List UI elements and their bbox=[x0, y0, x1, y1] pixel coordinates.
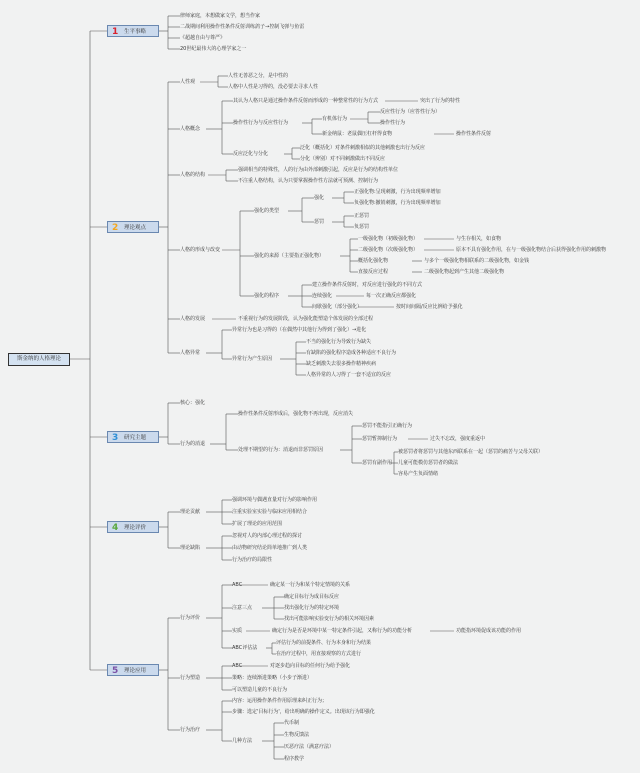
node: 间歇强化（部分强化） bbox=[312, 304, 363, 310]
section-3-number: 3 bbox=[112, 433, 119, 443]
node: 不重视行为的发展阶段，认为强化能塑造个体发展的全部过程 bbox=[238, 316, 374, 322]
node: 其认为人格只是通过操作条件反射而形成的一种整常性的行为方式 bbox=[233, 98, 379, 104]
node: 容易产生负面情绪 bbox=[398, 471, 439, 477]
node: 对逐步趋向目标的任何行为给予强化 bbox=[270, 663, 351, 669]
node: 实质 bbox=[232, 628, 243, 634]
section-2-label: 理论观点 bbox=[124, 225, 147, 231]
node: 人格的发展 bbox=[180, 316, 206, 322]
node: 有机体行为 bbox=[322, 116, 348, 122]
node: 强化的程序 bbox=[254, 293, 280, 299]
node: 强化的类型 bbox=[254, 208, 280, 214]
node: 人格异常 bbox=[180, 350, 201, 356]
node: 惩罚不能指引正确行为 bbox=[362, 423, 413, 429]
node: 行为治疗的局限性 bbox=[232, 557, 273, 563]
node: 被惩罚者将惩罚与其他东西联系在一起（惩罚的痛苦与父母关联） bbox=[398, 449, 544, 455]
node: 按时间间隔/反应比例给予强化 bbox=[396, 304, 463, 310]
node: 分化（辨别）对不同刺激做出不同反应 bbox=[300, 156, 386, 162]
node: 原本不具有强化作用，在与一级强化物结合后获得强化作用的刺激物 bbox=[456, 247, 607, 253]
section-1 bbox=[107, 25, 159, 37]
node: 《超越自由与尊严》 bbox=[180, 35, 226, 41]
node: 注重实验室实验与临床应用相结合 bbox=[232, 509, 308, 515]
node: 缺乏刺激失去很多操作精神疾病 bbox=[306, 361, 377, 367]
node: 20世纪最伟大的心理学家之一 bbox=[180, 46, 247, 52]
node: 惩罚 bbox=[314, 219, 325, 225]
node: 处理不期望的行为：消退而非惩罚原因 bbox=[238, 447, 324, 453]
root-node: 斯金纳的人格理论 bbox=[8, 353, 70, 366]
node: 理论缺陷 bbox=[180, 545, 201, 551]
node: 泛化（概括化）对条件刺激相似的其他刺激也出行为反应 bbox=[300, 145, 426, 151]
node: 人格的形成与改变 bbox=[180, 247, 221, 253]
node: 行为治疗 bbox=[180, 727, 201, 733]
node: 可以塑造儿童的不良行为 bbox=[232, 687, 288, 693]
section-3 bbox=[107, 431, 159, 443]
node: 操作性条件反射 bbox=[456, 131, 492, 137]
node: 评估行为的前提条件、行为本身和行为结果 bbox=[276, 640, 372, 646]
section-5 bbox=[107, 664, 159, 676]
node: 人格异常的人习得了一套不适宜的反应 bbox=[306, 372, 392, 378]
node: 代币制 bbox=[284, 720, 300, 726]
node: 强调环境与偶遇直量对行为的影响作用 bbox=[232, 497, 318, 503]
section-4 bbox=[107, 521, 159, 533]
node: 律师家庭，本想做家文学，想当作家 bbox=[180, 13, 261, 19]
node: 概括化强化物 bbox=[358, 258, 389, 264]
node: 扩展了理论的应用范围 bbox=[232, 521, 283, 527]
node: 惩罚暂抑制行为 bbox=[362, 436, 398, 442]
node: 反应性行为（应答性行为） bbox=[380, 109, 441, 115]
section-4-label: 理论评价 bbox=[124, 525, 147, 531]
node: 惩罚有副作用 bbox=[362, 460, 393, 466]
section-1-number: 1 bbox=[112, 27, 119, 37]
node: 正惩罚 bbox=[354, 213, 370, 219]
node: 策略：连续渐进策略（小步子渐进） bbox=[232, 675, 313, 681]
node: 行为塑造 bbox=[180, 675, 201, 681]
node: 找出可能影响实验变行为的相关环境因素 bbox=[284, 616, 375, 622]
section-4-number: 4 bbox=[112, 523, 119, 533]
section-5-label: 理论应用 bbox=[124, 668, 147, 674]
node: 不注重人格结构，认为只要掌握操作性方法就可预测、控制行为 bbox=[238, 178, 379, 184]
node: 强调相当的特殊性，人的行为由外部刺激引起，反应是行为的结构性单位 bbox=[238, 167, 399, 173]
node: 正强化物:呈现刺激，行为出现频率增加 bbox=[354, 189, 441, 195]
node: 几种方法 bbox=[232, 738, 253, 744]
node: 二级强化物（次级强化物） bbox=[358, 247, 419, 253]
node: 与多个一级强化物相联系的二级强化物，如金钱 bbox=[424, 258, 530, 264]
node: 有缺陷的强化程序造成各种适应不良行为 bbox=[306, 350, 397, 356]
node: 反应泛化与分化 bbox=[233, 151, 269, 157]
node: 异常行为也是习得的（在偶然中其他行为得到了强化）→进化 bbox=[232, 327, 367, 333]
node: ABC评估法 bbox=[232, 645, 258, 651]
node: 每一次正确反应都强化 bbox=[366, 293, 417, 299]
node: 新金纳鼠：老鼠偶压杠杆得食物 bbox=[322, 131, 393, 137]
node: 强化 bbox=[314, 195, 325, 201]
node: 强化的来源（主要指正强化物） bbox=[254, 253, 325, 259]
section-2 bbox=[107, 221, 159, 233]
node: 注意三点 bbox=[232, 605, 253, 611]
node: ABC bbox=[232, 663, 243, 669]
node: 直接反应过程 bbox=[358, 269, 389, 275]
section-5-number: 5 bbox=[112, 666, 119, 676]
node: 找出强化行为的特定环境 bbox=[284, 605, 340, 611]
node: 程序教学 bbox=[284, 756, 305, 762]
node: 人性无善恶之分，是中性的 bbox=[228, 73, 289, 79]
node: 操作性行为 bbox=[380, 120, 406, 126]
node: 人性观 bbox=[180, 79, 196, 85]
node: 突出了行为的特性 bbox=[420, 98, 461, 104]
node: 操作性条件反射形成后，强化物不再出现，反应消失 bbox=[238, 411, 354, 417]
node: 异常行为产生原因 bbox=[232, 356, 273, 362]
node: 确定某一行为和某个特定情境的关系 bbox=[270, 582, 351, 588]
node: 行为评价 bbox=[180, 615, 201, 621]
node: 人格的结构 bbox=[180, 172, 206, 178]
node: 理论贡献 bbox=[180, 509, 201, 515]
node: 行为的消退 bbox=[180, 441, 206, 447]
node: 与生存相关，如食物 bbox=[456, 236, 502, 242]
node: 在治疗过程中，用直接观察的方式进行 bbox=[276, 651, 362, 657]
node: 建立操作条件反射时，对反应进行强化的不同方式 bbox=[312, 282, 423, 288]
node: 人格中人性是习得的，没必要去寻求人性 bbox=[228, 84, 319, 90]
node: 一级强化物（初级强化物） bbox=[358, 236, 419, 242]
node: 二战期间利用操作性条件反射训练鸽子→控制飞弹与鱼雷 bbox=[180, 24, 305, 30]
node: 生物反馈法 bbox=[284, 732, 310, 738]
node: 内容：运用操作条件作用原理来纠正行为； bbox=[232, 698, 328, 704]
node: 连续强化 bbox=[312, 293, 333, 299]
node: 过失不忘改，强度重返中 bbox=[430, 436, 486, 442]
node: 核心：强化 bbox=[180, 400, 206, 406]
node: 负强化物:撤销刺激，行为出现频率增加 bbox=[354, 200, 441, 206]
section-2-number: 2 bbox=[112, 223, 119, 233]
node: 操作性行为与反应性行为 bbox=[233, 120, 289, 126]
node: 忽视对人的内部心理过程的探讨 bbox=[232, 533, 303, 539]
node: 确定目标行为成目标反应 bbox=[284, 594, 340, 600]
node: 不当的强化行为导致行为缺失 bbox=[306, 339, 372, 345]
section-3-label: 研究主题 bbox=[124, 435, 147, 441]
node: 厌恶疗法（满意疗法） bbox=[284, 744, 335, 750]
section-1-label: 生平事略 bbox=[124, 29, 147, 35]
node: 确定行为是否是环境中某一特定条件引起，又称行为的功能分析 bbox=[272, 628, 413, 634]
node: 人格概念 bbox=[180, 126, 201, 132]
node: 负惩罚 bbox=[354, 224, 370, 230]
node: 二级强化物起到产生其他二级强化物 bbox=[424, 269, 505, 275]
node: 儿童可能模仿惩罚者的做法 bbox=[398, 460, 459, 466]
node: 功能指环境促成该功能的作用 bbox=[456, 628, 522, 634]
node: ABC bbox=[232, 582, 243, 588]
node: 步骤：选定'目标行为'，给出明确的操作定义。出现该行为即强化 bbox=[232, 709, 375, 715]
node: 由动物研究结论简单地推广到人类 bbox=[232, 545, 308, 551]
